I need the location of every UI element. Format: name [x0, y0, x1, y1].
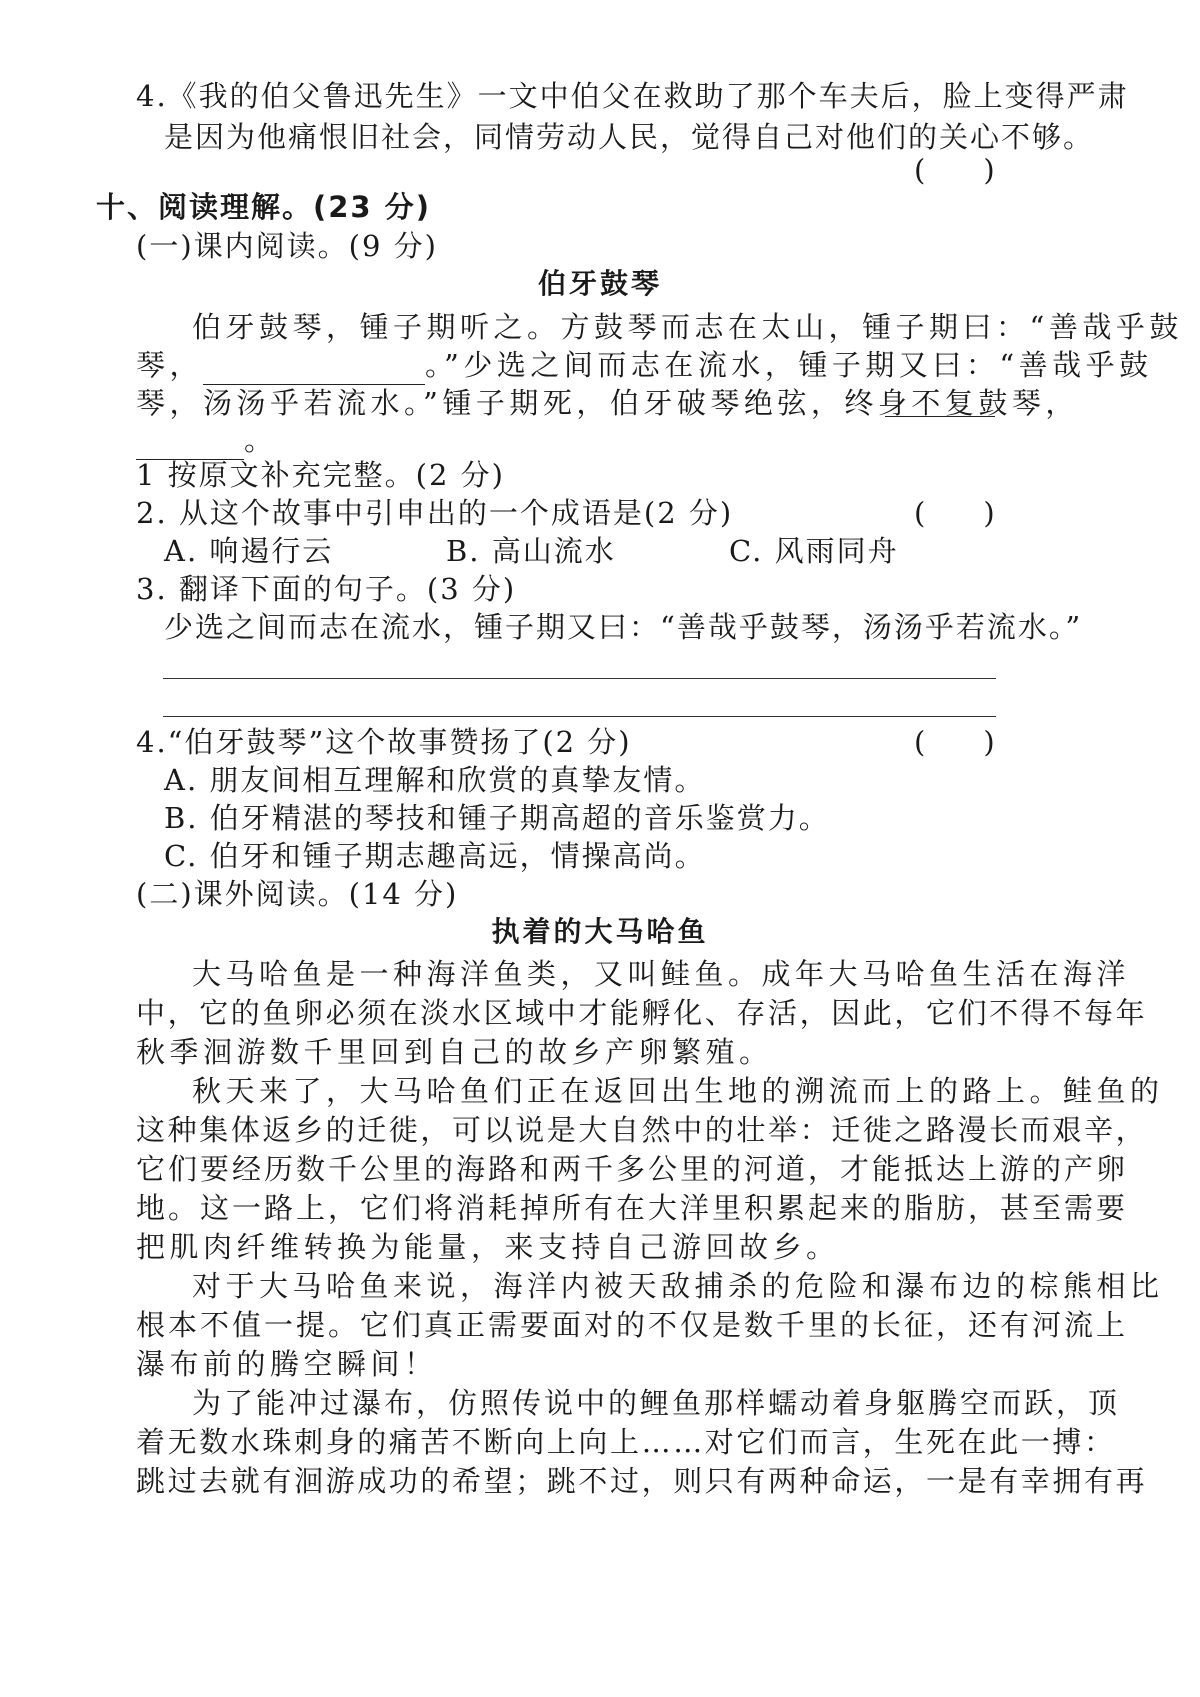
passage2-line: 跳过去就有洄游成功的希望；跳不过，则只有两种命运，一是有幸拥有再 [136, 1464, 1148, 1498]
part1-q2-option-c[interactable]: C. 风雨同舟 [729, 534, 899, 568]
q9-item4-line1: 4.《我的伯父鲁迅先生》一文中伯父在救助了那个车夫后，脸上变得严肃 [136, 79, 1129, 113]
passage2-line: 着无数水珠刺身的痛苦不断向上向上……对它们而言，生死在此一搏： [136, 1425, 1116, 1459]
part1-q4-stem: 4.“伯牙鼓琴”这个故事赞扬了(2 分) [136, 725, 632, 759]
part2-label: (二)课外阅读。(14 分) [136, 877, 459, 911]
part1-q2-stem: 2. 从这个故事中引申出的一个成语是(2 分) [136, 496, 734, 530]
passage1-line3: 琴，汤汤乎若流水。”锺子期死，伯牙破琴绝弦，终身不复鼓琴， [136, 386, 1079, 420]
passage1-line2 [136, 345, 1153, 385]
answer-line-2[interactable] [163, 716, 996, 717]
passage2-line: 这种集体返乡的迁徙，可以说是大自然中的壮举：迁徙之路漫长而艰辛， [136, 1113, 1148, 1147]
part1-q4-option-c[interactable]: C. 伯牙和锺子期志趣高远，情操高尚。 [164, 839, 706, 873]
part1-title: 伯牙鼓琴 [537, 267, 662, 300]
q9-item4-line2: 是因为他痛恨旧社会，同情劳动人民，觉得自己对他们的关心不够。 [164, 120, 1095, 154]
q9-item4-answer-paren[interactable]: ( ) [914, 153, 995, 187]
part2-title: 执着的大马哈鱼 [491, 915, 709, 948]
passage1-line4-end: 。 [244, 423, 276, 457]
passage2-line: 根本不值一提。它们真正需要面对的不仅是数千里的长征，还有河流上 [136, 1308, 1129, 1342]
fill-blank-1[interactable] [203, 352, 425, 385]
passage1-line2-end: 。”少选之间而志在流水，锺子期又曰：“善哉乎鼓 [425, 348, 1153, 382]
section10-heading: 十、阅读理解。(23 分) [96, 190, 431, 224]
part1-label: (一)课内阅读。(9 分) [136, 229, 438, 263]
passage1-line4 [136, 420, 275, 460]
part1-q3-sentence: 少选之间而志在流水，锺子期又曰：“善哉乎鼓琴，汤汤乎若流水。” [164, 610, 1083, 644]
passage2-line: 秋季洄游数千里回到自己的故乡产卵繁殖。 [136, 1035, 773, 1069]
part1-q2-option-b[interactable]: B. 高山流水 [446, 534, 616, 568]
passage1-line2-start: 琴， [136, 348, 204, 382]
passage2-line: 对于大马哈鱼来说，海洋内被天敌捕杀的危险和瀑布边的棕熊相比 [192, 1269, 1164, 1303]
part1-q4-answer-paren[interactable]: ( ) [914, 725, 995, 759]
passage1-line1: 伯牙鼓琴，锺子期听之。方鼓琴而志在太山，锺子期曰：“善哉乎鼓 [192, 310, 1183, 344]
passage2-line: 把肌肉纤维转换为能量，来支持自己游回故乡。 [136, 1230, 840, 1264]
passage2-line: 为了能冲过瀑布，仿照传说中的鲤鱼那样蠕动着身躯腾空而跃，顶 [192, 1386, 1121, 1420]
passage2-line: 大马哈鱼是一种海洋鱼类，又叫鲑鱼。成年大马哈鱼生活在海洋 [192, 957, 1131, 991]
answer-line-1[interactable] [163, 678, 996, 679]
passage2-line: 秋天来了，大马哈鱼们正在返回出生地的溯流而上的路上。鲑鱼的 [192, 1074, 1164, 1108]
part1-q2-answer-paren[interactable]: ( ) [914, 496, 995, 530]
part1-q3-stem: 3. 翻译下面的句子。(3 分) [136, 572, 517, 606]
passage2-line: 它们要经历数千公里的海路和两千多公里的河道，才能抵达上游的产卵 [136, 1152, 1129, 1186]
part1-q4-option-b[interactable]: B. 伯牙精湛的琴技和锺子期高超的音乐鉴赏力。 [164, 801, 830, 835]
passage2-line: 地。这一路上，它们将消耗掉所有在大洋里积累起来的脂肪，甚至需要 [136, 1191, 1129, 1225]
fill-blank-2a[interactable] [885, 384, 995, 417]
part1-q4-option-a[interactable]: A. 朋友间相互理解和欣赏的真挚友情。 [164, 763, 706, 797]
part1-q1: 1 按原文补充完整。(2 分) [136, 458, 505, 492]
passage2-line: 中，它的鱼卵必须在淡水区域中才能孵化、存活，因此，它们不得不每年 [136, 996, 1148, 1030]
part1-q2-option-a[interactable]: A. 响遏行云 [164, 534, 334, 568]
passage2-line: 瀑布前的腾空瞬间！ [136, 1347, 438, 1381]
